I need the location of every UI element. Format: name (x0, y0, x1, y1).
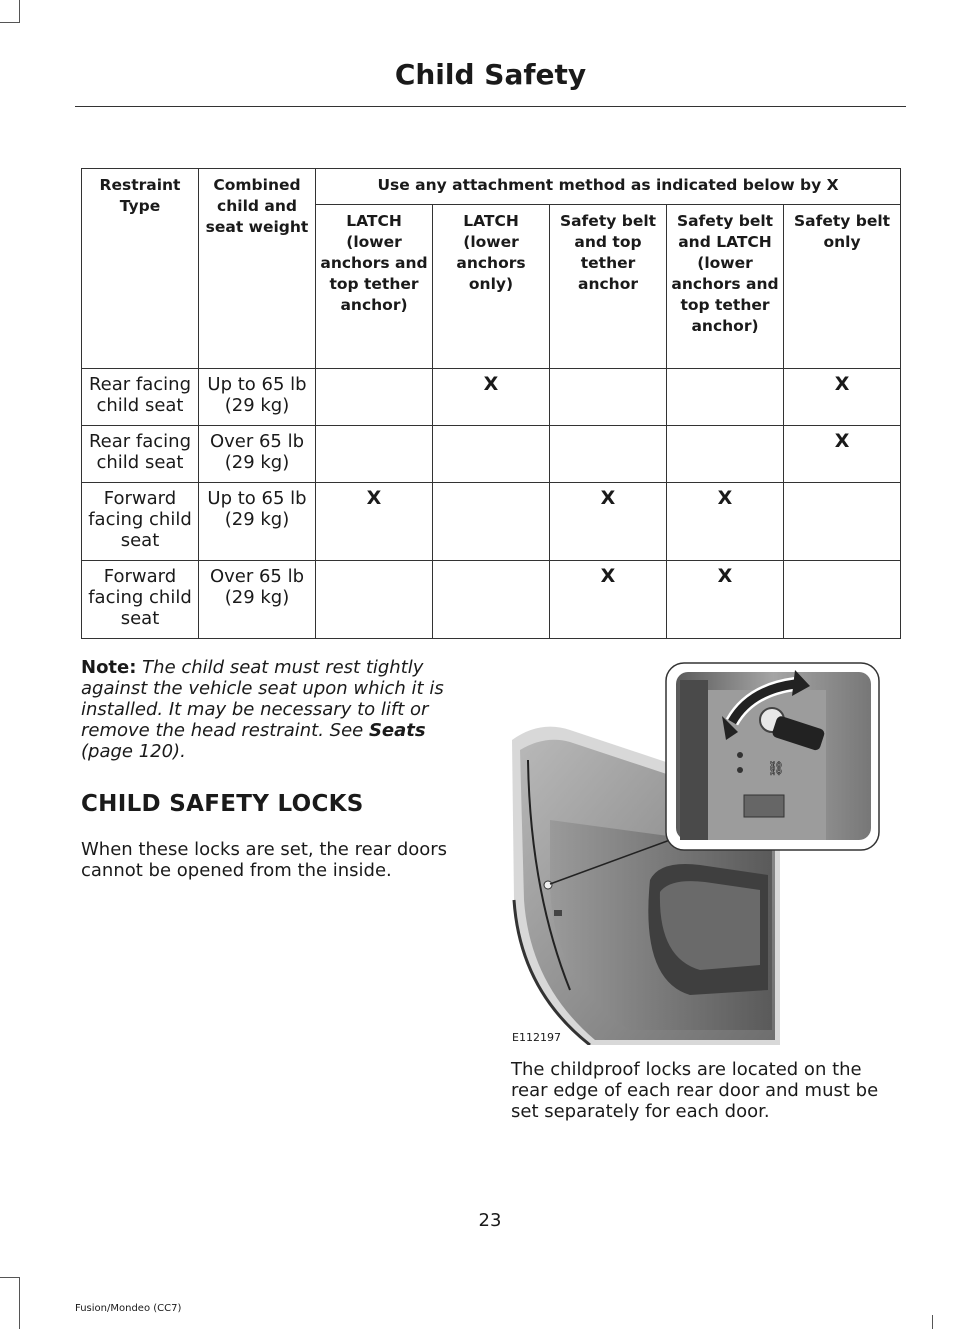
table-row (82, 426, 901, 483)
figure-caption: The childproof locks are located on the rear edge of each rear door and must be set separately for each door. (511, 1059, 879, 1122)
cell-mark: X (667, 483, 784, 561)
page-title: Child Safety (394, 58, 587, 91)
note-page-ref: (page 120). (81, 741, 186, 762)
cell-mark (316, 561, 433, 639)
page-number: 23 (478, 1210, 502, 1231)
cell-mark: X (550, 561, 667, 639)
cell-restraint-type: Rear facing child seat (82, 426, 199, 483)
header-attachment-group: Use any attachment method as indicated below by X (316, 169, 901, 205)
cell-weight: Up to 65 lb (29 kg) (199, 483, 316, 561)
note-text: The child seat must rest tightly against the vehicle seat upon which it is installed. It may be necessary to lift or remove the head restraint. See (81, 657, 444, 741)
door-lock-illustration (510, 660, 882, 1045)
cell-restraint-type: Forward facing child seat (82, 483, 199, 561)
cell-mark: X (316, 483, 433, 561)
cell-mark (433, 561, 550, 639)
note-label: Note: (81, 657, 137, 678)
cell-mark (316, 369, 433, 426)
header-method: LATCH (lower anchors and top tether anchor) (316, 205, 433, 369)
note-paragraph (81, 657, 481, 762)
cell-mark: X (433, 369, 550, 426)
crop-mark (0, 1277, 20, 1278)
attachment-method-table (81, 168, 901, 639)
crop-mark (0, 22, 20, 23)
header-method: Safety belt only (784, 205, 901, 369)
table-row (82, 483, 901, 561)
cell-mark (667, 426, 784, 483)
cell-weight: Up to 65 lb (29 kg) (199, 369, 316, 426)
header-method: Safety belt and top tether anchor (550, 205, 667, 369)
cell-mark (550, 369, 667, 426)
table-row (82, 369, 901, 426)
crop-mark (19, 0, 20, 22)
cell-mark (433, 483, 550, 561)
cell-mark: X (550, 483, 667, 561)
title-divider (75, 106, 906, 107)
header-method: Safety belt and LATCH (lower anchors and top tether anchor) (667, 205, 784, 369)
cell-mark (784, 561, 901, 639)
section-body: When these locks are set, the rear doors cannot be opened from the inside. (81, 839, 448, 881)
seats-reference[interactable]: Seats (368, 720, 426, 741)
footer-model: Fusion/Mondeo (CC7) (75, 1303, 182, 1314)
crop-mark (19, 1277, 20, 1329)
crop-mark (932, 1315, 933, 1329)
cell-mark (433, 426, 550, 483)
cell-mark: X (784, 426, 901, 483)
header-restraint-type: Restraint Type (82, 169, 199, 369)
cell-mark (667, 369, 784, 426)
cell-mark (784, 483, 901, 561)
header-method: LATCH (lower anchors only) (433, 205, 550, 369)
cell-restraint-type: Forward facing child seat (82, 561, 199, 639)
cell-restraint-type: Rear facing child seat (82, 369, 199, 426)
cell-mark (550, 426, 667, 483)
table-header-row (82, 169, 901, 205)
figure-code: E112197 (512, 1031, 561, 1044)
cell-mark (316, 426, 433, 483)
cell-mark: X (667, 561, 784, 639)
section-heading: CHILD SAFETY LOCKS (81, 791, 364, 817)
header-combined-weight: Combined child and seat weight (199, 169, 316, 369)
cell-weight: Over 65 lb (29 kg) (199, 561, 316, 639)
cell-mark: X (784, 369, 901, 426)
svg-text:⛓: ⛓ (767, 761, 785, 777)
cell-weight: Over 65 lb (29 kg) (199, 426, 316, 483)
table-row (82, 561, 901, 639)
